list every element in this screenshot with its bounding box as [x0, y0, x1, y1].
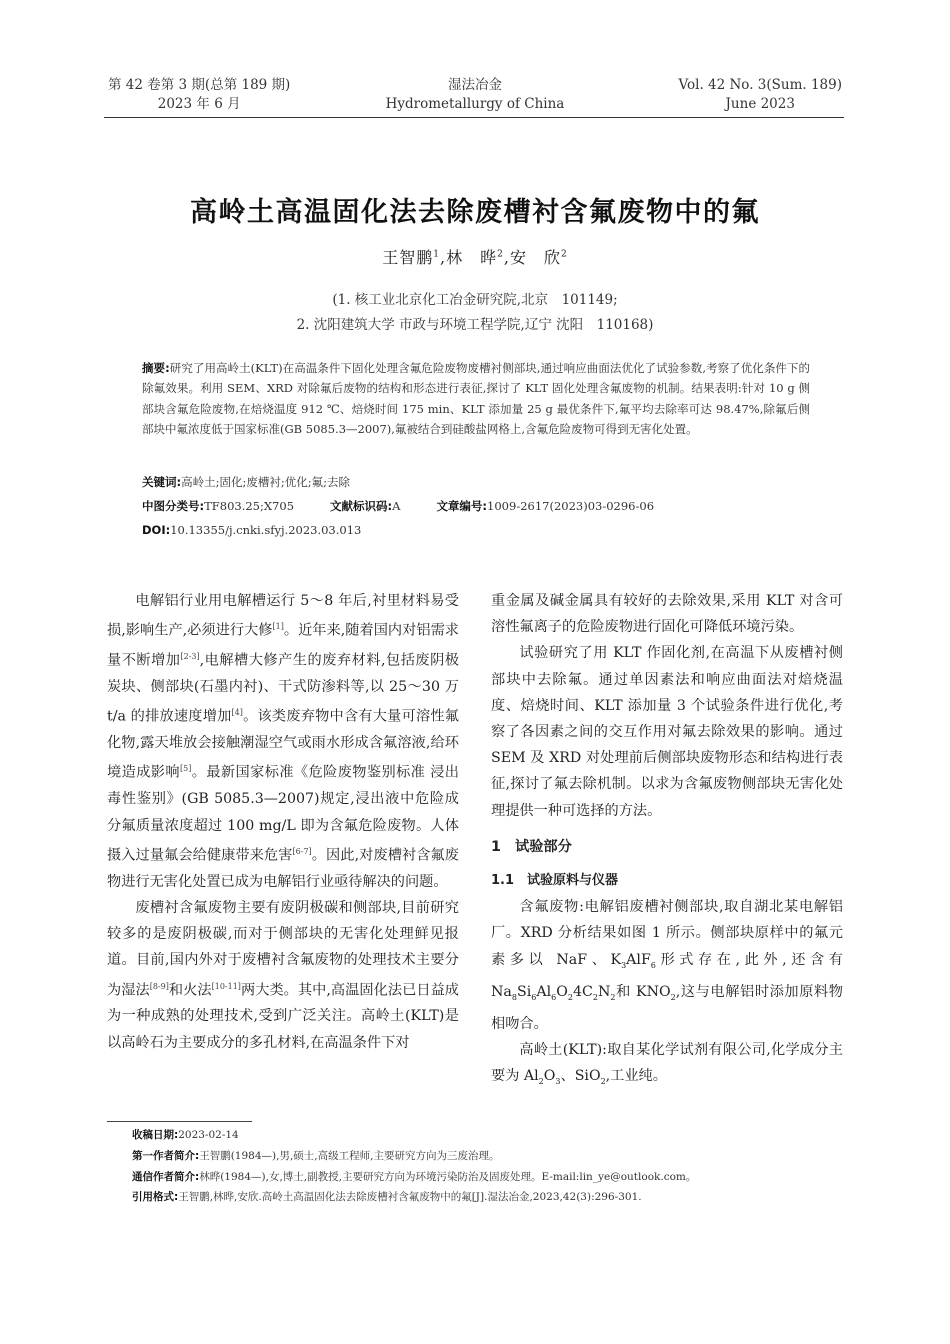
citation-ref[interactable]: [6-7] — [292, 846, 312, 856]
footnote-first-author — [132, 1149, 499, 1164]
text-run: 废槽衬含氟废物主要有废阴极碳和侧部块,目前研究较多的是废阴极碳,而对于侧部块的无害化处理鲜见报道。目前,国内外对于废槽衬含氟废物的处理技术主要分为湿法 — [107, 899, 459, 999]
footnote-corresponding-author — [132, 1170, 696, 1185]
clc-label: 中图分类号: — [142, 499, 205, 513]
section-heading: 1 试验部分 — [491, 838, 572, 855]
footnote-citation-format — [132, 1190, 642, 1205]
doc-code-value: A — [392, 499, 401, 513]
text-run: O — [556, 983, 568, 1000]
article-number-label: 文章编号: — [436, 499, 488, 513]
subscript: 6 — [531, 992, 537, 1002]
footnote-label: 第一作者简介: — [132, 1150, 200, 1162]
text-run: Al — [536, 983, 552, 1000]
subscript: 2 — [567, 992, 573, 1002]
text-run: ,电解槽大修产生的废弃材料,包括废阴极炭块、侧部块(石墨内衬)、干式防渗料等,以 25～30 万 t/a 的排放速度增加 — [107, 652, 459, 726]
text-run: 。近年来,随着国内对铝需求量不断增加 — [107, 622, 459, 669]
text-run: 高岭土(KLT):取自某化学试剂有限公司,化学成分主要为 Al — [491, 1041, 843, 1085]
subscript: 3 — [555, 1076, 561, 1086]
author-affil-mark: 1 — [433, 249, 441, 260]
subscript: 8 — [511, 992, 517, 1002]
subscript: 3 — [621, 960, 627, 970]
affiliation-1: (1. 核工业北京化工冶金研究院,北京 101149; — [332, 292, 618, 308]
doc-code-label: 文献标识码: — [330, 499, 393, 513]
subscript: 6 — [551, 992, 557, 1002]
citation-ref[interactable]: [5] — [179, 764, 192, 774]
footnote-text: 王智鹏(1984—),男,硕士,高级工程师,主要研究方向为三废治理。 — [199, 1150, 500, 1162]
keywords-label: 关键词: — [142, 475, 182, 489]
text-run: 。该类废弃物中含有大量可溶性氟化物,露天堆放会接触潮湿空气或雨水形成含氟溶液,给环境造成影响 — [107, 709, 459, 782]
abstract-text: 研究了用高岭土(KLT)在高温条件下固化处理含氟危险废物废槽衬侧部块,通过响应曲面法优化了试验参数,考察了优化条件下的除氟效果。利用 SEM、XRD 对除氟后废物的结构和形态进行表征,探讨了 KLT 固化处理含氟废物的机制。结果表明:针对 10 g 侧部块含氟危险废物,在焙烧温度 912 ℃、焙烧时间 175 min、KLT 添加量 25 g 最优条件下,氟平均去除率可达 98.47%,除氟后侧部块中氟浓度低于国家标准(GB 5085.3—2007),氟被结合到硅酸盐网格上,含氟危险废物可得到无害化处置。 — [142, 361, 810, 436]
affiliation-2: 2. 沈阳建筑大学 市政与环境工程学院,辽宁 沈阳 110168) — [296, 317, 654, 333]
body-paragraph: 重金属及碱金属具有较好的去除效果,采用 KLT 对含可溶性氟离子的危险废物进行固化可降低环境污染。 — [491, 593, 843, 636]
doi-label: DOI: — [142, 523, 171, 537]
footnote-text: 王智鹏,林晔,安欣.高岭土高温固化法去除废槽衬含氟废物中的氟[J].湿法冶金,2023,42(3):296-301. — [178, 1191, 642, 1203]
text-run: O — [543, 1068, 556, 1085]
body-column-right — [491, 588, 843, 1095]
paper-title: 高岭土高温固化法去除废槽衬含氟废物中的氟 — [190, 197, 760, 228]
journal-name-en: Hydrometallurgy of China — [385, 96, 565, 112]
citation-ref[interactable]: [4] — [231, 708, 243, 718]
footnote-text: 2023-02-14 — [178, 1129, 239, 1141]
citation-ref[interactable]: [8-9] — [149, 981, 169, 991]
text-run: ,工业纯。 — [605, 1068, 667, 1085]
author-affil-mark: 2 — [497, 249, 504, 260]
subscript: 2 — [670, 992, 676, 1002]
subscript: 2 — [538, 1076, 544, 1086]
volume-date: June 2023 — [725, 96, 795, 112]
text-run: 。最新国家标准《危险废物鉴别标准 浸出毒性鉴别》(GB 5085.3—2007)规定,浸出液中危险成分氟质量浓度超过 100 mg/L 即为含氟危险废物。人体摄入过量氟会给健康带来危害 — [107, 765, 459, 864]
text-run: N — [597, 983, 611, 1000]
abstract — [142, 358, 810, 439]
text-run: ,这与电解铝时添加原料物相吻合。 — [491, 983, 843, 1032]
author-name: 林 晔 — [446, 248, 498, 267]
text-run: 含氟废物:电解铝废槽衬侧部块,取自湖北某电解铝厂。XRD 分析结果如图 1 所示。侧部块原样中的氟元素多以 NaF、K — [491, 899, 843, 968]
issue-date: 2023 年 6 月 — [157, 96, 241, 112]
footnote-divider — [107, 1121, 252, 1122]
header-divider — [104, 117, 844, 118]
body-paragraph — [107, 895, 459, 1056]
doi-line — [142, 520, 810, 540]
text-run: Si — [516, 983, 532, 1000]
citation-ref[interactable]: [10-11] — [211, 981, 241, 991]
body-paragraph — [491, 894, 843, 1037]
footnote-text: 林晔(1984—),女,博士,副教授,主要研究方向为环境污染防治及固废处理。E-mail:lin_ye@outlook.com。 — [199, 1171, 697, 1183]
subsection-heading: 1.1 试验原料与仪器 — [491, 873, 619, 889]
keywords-text: 高岭土;固化;废槽衬;优化;氟;去除 — [181, 475, 350, 489]
text-run: 和 KNO — [615, 983, 671, 1000]
keywords — [142, 472, 810, 492]
article-number-value: 1009-2617(2023)03-0296-06 — [487, 499, 655, 513]
text-run: 4C — [572, 983, 593, 1000]
citation-ref[interactable]: [2-3] — [180, 652, 200, 662]
body-paragraph — [107, 588, 459, 895]
body-paragraph — [491, 1037, 843, 1095]
subscript: 6 — [650, 960, 656, 970]
volume-line: Vol. 42 No. 3(Sum. 189) — [678, 77, 842, 93]
author-name: 王智鹏 — [382, 248, 434, 267]
footnote-label: 通信作者简介: — [132, 1171, 200, 1183]
footnote-received — [132, 1128, 239, 1143]
body-column-left — [107, 588, 459, 1056]
text-run: 电解铝行业用电解槽运行 5～8 年后,衬里材料易受损,影响生产,必须进行大修 — [107, 593, 459, 639]
issue-line: 第 42 卷第 3 期(总第 189 期) — [108, 77, 291, 93]
text-run: 和火法 — [168, 982, 212, 999]
journal-name-cn: 湿法冶金 — [448, 77, 502, 93]
subscript: 2 — [600, 1076, 606, 1086]
text-run: 。因此,对废槽衬含氟废物进行无害化处置已成为电解铝行业亟待解决的问题。 — [107, 847, 459, 890]
subscript: 2 — [610, 992, 616, 1002]
body-paragraph: 试验研究了用 KLT 作固化剂,在高温下从废槽衬侧部块中去除氟。通过单因素法和响应曲面法对焙烧温度、焙烧时间、KLT 添加量 3 个试验条件进行优化,考察了各因素之间的交互作用对氟去除效果的影响。通过 SEM 及 XRD 对处理前后侧部块废物形态和结构进行表征,探讨了氟去除机制。以求为含氟废物侧部块无害化处理提供一种可选择的方法。 — [491, 645, 843, 819]
clc-value: TF803.25;X705 — [204, 499, 295, 513]
doi-value: 10.13355/j.cnki.sfyj.2023.03.013 — [170, 523, 362, 537]
footnote-label: 引用格式: — [132, 1191, 179, 1203]
abstract-label: 摘要: — [142, 361, 170, 375]
text-run: 、SiO — [560, 1068, 601, 1085]
text-run: 两大类。其中,高温固化法已日益成为一种成熟的处理技术,受到广泛关注。高岭土(KLT)是以高岭石为主要成分的多孔材料,在高温条件下对 — [107, 982, 459, 1051]
author-list: 王智鹏$^1$,林 晔$^2$,安 欣$^2$ — [382, 248, 568, 267]
subscript: 2 — [592, 992, 598, 1002]
text-run: 形式存在,此外,还含有 Na — [491, 951, 843, 1000]
author-name: 安 欣 — [509, 248, 561, 267]
citation-ref[interactable]: [1] — [272, 622, 284, 632]
classification-line — [142, 496, 810, 516]
author-affil-mark: 2 — [560, 249, 568, 260]
text-run: AlF — [626, 951, 651, 968]
journal-volume-info — [678, 76, 842, 114]
footnote-label: 收稿日期: — [132, 1129, 179, 1141]
